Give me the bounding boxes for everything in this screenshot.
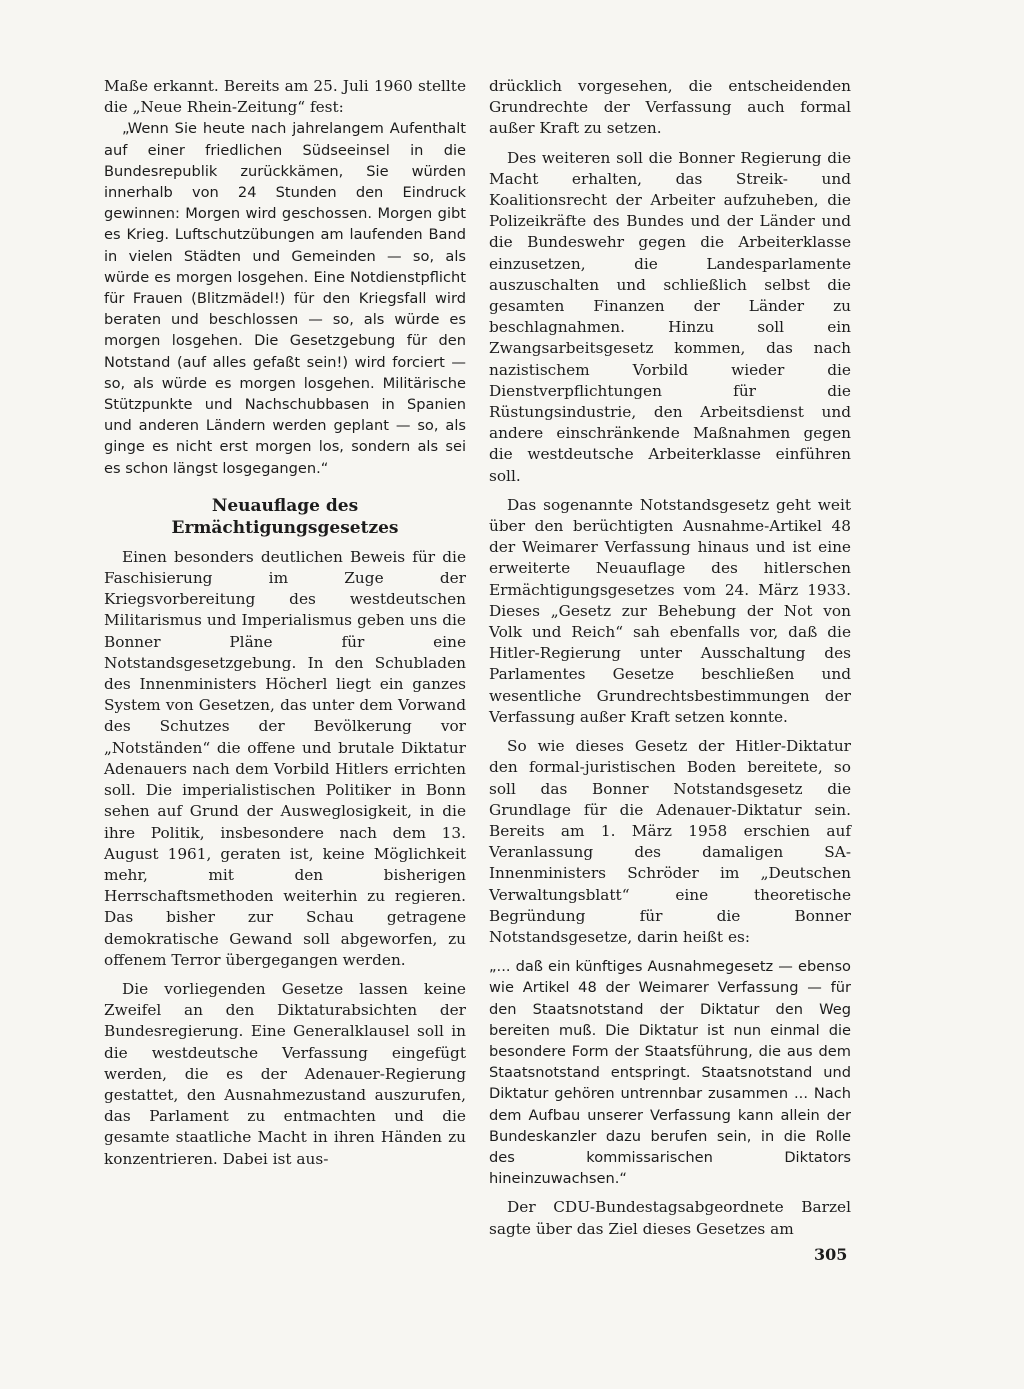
paragraph: drücklich vorgesehen, die entscheidenden Grundrechte der Verfassung auch formal außer Kraft zu setzen. xyxy=(489,77,851,138)
quote-block: „Wenn Sie heute nach jahrelangem Aufenthalt auf einer friedlichen Südseeinsel in die Bundesrepublik zurückkämen, Sie würden innerhalb von 24 Stunden den Eindruck gewinnen: Morgen wird geschossen. Morgen gibt es Krieg. Luftschutzübungen am laufenden Band in vielen Städten und Gemeinden — so, als würde es morgen losgehen. Eine Notdienstpflicht für Frauen (Blitzmädel!) für den Kriegsfall wird beraten und beschlossen — so, als würde es morgen losgehen. Die Gesetzgebung für den Notstand (auf alles gefaßt sein!) wird forciert — so, als würde es morgen losgehen. Militärische Stützpunkte und Nachschubbasen in Spanien und anderen Ländern werden geplant — so, als ginge es nicht erst morgen los, sondern als sei es schon längst losgegangen.“ xyxy=(104,120,466,477)
paragraph: Des weiteren soll die Bonner Regierung die Macht erhalten, das Streik- und Koalitionsrecht der Arbeiter aufzuheben, die Polizeikräfte des Bundes und der Länder und die Bundeswehr gegen die Arbeiterklasse einzusetzen, die Landesparlamente auszuschalten und schließlich selbst die gesamten Finanzen der Länder zu beschlagnahmen. Hinzu soll ein Zwangsarbeitsgesetz kommen, das nach nazistischem Vorbild wieder die Dienstverpflichtungen für die Rüstungsindustrie, den Arbeitsdienst und andere einschränkende Maßnahmen gegen die westdeutsche Arbeiterklasse einführen soll. xyxy=(489,148,851,485)
quote-block: „... daß ein künftiges Ausnahmegesetz — ebenso wie Artikel 48 der Weimarer Verfassung — für den Staatsnotstand der Diktatur den Weg bereiten muß. Die Diktatur ist nun einmal die besondere Form der Staatsführung, die aus dem Staatsnotstand entspringt. Staatsnotstand und Diktatur gehören untrennbar zusammen ... Nach dem Aufbau unserer Verfassung kann allein der Bundeskanzler dazu berufen sein, in die Rolle des kommissarischen Diktators hineinzuwachsen.“ xyxy=(489,958,851,1188)
page-number: 305 xyxy=(814,1245,848,1264)
right-column xyxy=(489,76,851,1240)
section-heading: Neuauflage des Ermächtigungsgesetzes xyxy=(171,495,399,538)
paragraph: Maße erkannt. Bereits am 25. Juli 1960 stellte die „Neue Rhein-Zeitung“ fest: xyxy=(104,77,466,117)
paragraph: Die vorliegenden Gesetze lassen keine Zweifel an den Diktaturabsichten der Bundesregierung. Eine Generalklausel soll in die westdeutsche Verfassung eingefügt werden, die es der Adenauer-Regierung gestattet, den Ausnahmezustand auszurufen, das Parlament zu entmachten und die gesamte staatliche Macht in ihren Händen zu konzentrieren. Dabei ist aus- xyxy=(104,979,466,1168)
paragraph: Das sogenannte Notstandsgesetz geht weit über den berüchtigten Ausnahme-Artikel 48 der Weimarer Verfassung hinaus und ist eine erweiterte Neuauflage des hitlerschen Ermächtigungsgesetzes vom 24. März 1933. Dieses „Gesetz zur Behebung der Not von Volk und Reich“ sah ebenfalls vor, daß die Hitler-Regierung unter Ausschaltung des Parlamentes Gesetze beschließen und wesentliche Grundrechtsbestimmungen der Verfassung außer Kraft setzen konnte. xyxy=(489,495,851,726)
paragraph: So wie dieses Gesetz der Hitler-Diktatur den formal-juristischen Boden bereitete, so soll das Bonner Notstandsgesetz die Grundlage für die Adenauer-Diktatur sein. Bereits am 1. März 1958 erschien auf Veranlassung des damaligen SA-Innenministers Schröder im „Deutschen Verwaltungsblatt“ eine theoretische Begründung für die Bonner Notstandsgesetze, darin heißt es: xyxy=(489,737,851,946)
paragraph: Der CDU-Bundestagsabgeordnete Barzel sagte über das Ziel dieses Gesetzes am xyxy=(489,1198,851,1238)
left-column xyxy=(104,76,466,1170)
paragraph: Einen besonders deutlichen Beweis für die Faschisierung im Zuge der Kriegsvorbereitung des westdeutschen Militarismus und Imperialismus geben uns die Bonner Pläne für eine Notstandsgesetzgebung. In den Schubladen des Innenministers Höcherl liegt ein ganzes System von Gesetzen, das unter dem Vorwand des Schutzes der Bevölkerung vor „Notständen“ die offene und brutale Diktatur Adenauers nach dem Vorbild Hitlers errichten soll. Die imperialistischen Politiker in Bonn sehen auf Grund der Ausweglosigkeit, in die ihre Politik, insbesondere nach dem 13. August 1961, geraten ist, keine Möglichkeit mehr, mit den bisherigen Herrschaftsmethoden weiterhin zu regieren. Das bisher zur Schau getragene demokratische Gewand soll abgeworfen, zu offenem Terror übergegangen werden. xyxy=(104,547,466,969)
